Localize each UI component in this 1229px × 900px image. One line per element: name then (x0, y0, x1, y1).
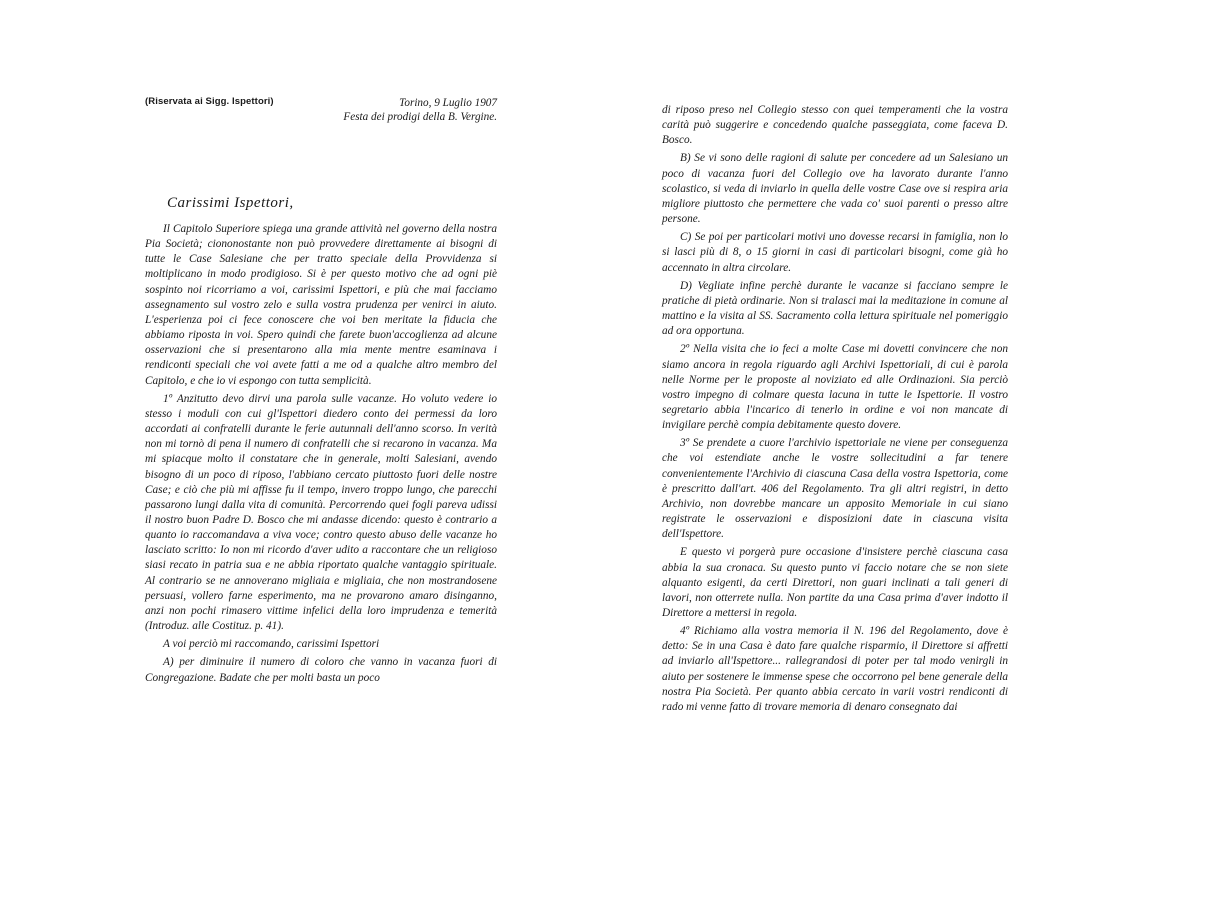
paragraph: C) Se poi per particolari motivi uno dovesse recarsi in famiglia, non lo si lasci più di 8, o 15 giorni in casi di particolari bisogni, come già ho accennato in altra circolare. (662, 231, 1008, 274)
paragraph: E questo vi porgerà pure occasione d'insistere perchè ciascuna casa abbia la sua cronaca. Su questo punto vi faccio notare che se non siete alquanto esigenti, da certi Direttori, non guari inclinati a tali generi di lavori, non otterrete nulla. Non partite da una Casa prima d'aver indotto il Direttore a mettersi in regola. (662, 546, 1008, 619)
left-column (145, 222, 497, 686)
paragraph: A voi perciò mi raccomando, carissimi Ispettori (163, 638, 380, 651)
paragraph: A) per diminuire il numero di coloro che vanno in vacanza fuori di Congregazione. Badate che per molti basta un poco (145, 656, 497, 684)
feast-line: Festa dei prodigi della B. Vergine. (343, 111, 497, 123)
place-date: Torino, 9 Luglio 1907 (399, 97, 497, 109)
paragraph: 1º Anzitutto devo dirvi una parola sulle vacanze. Ho voluto vedere io stesso i moduli con cui gl'Ispettori diedero conto dei permessi da loro accordati ai confratelli durante le ferie autunnali dell'anno scorso. In verità non mi tornò di pena il numero di confratelli che si recarono in vacanza. Ma mi spiacque molto il constatare che in generale, molti Salesiani, avendo bisogno di un poco di riposo, l'abbiano cercato piuttosto fuori delle nostre Case; e ciò che più mi affisse fu il tempo, invero troppo lungo, che parecchi passarono lungi dalla vita di comunità. Percorrendo quei fogli pareva udissi il nostro buon Padre D. Bosco che mi andasse dicendo: questo è contrario a quanto io raccomandava a viva voce; contro questo abuso delle vacanze ho lasciato scritto: Io non mi ricordo d'aver udito a raccontare che un religioso siasi recato in patria sua e ne abbia riportato qualche vantaggio spirituale. Al contrario se ne annoverano migliaia e migliaia, che non mostrandosene persuasi, vollero farne esperimento, ma ne provarono amaro disinganno, anzi non pochi rimasero vittime infelici della loro imprudenza e temerità (Introduz. alle Costituz. p. 41). (145, 392, 497, 633)
right-column (662, 103, 1008, 715)
paragraph: Il Capitolo Superiore spiega una grande attività nel governo della nostra Pia Società; ciononostante non può provvedere direttamente ai bisogni di tutte le Case Salesiane che per tratto speciale della Provvidenza si moltiplicano in modo prodigioso. Si è per questo motivo che ad ogni piè sospinto noi ricorriamo a voi, carissimi Ispettori, e più che mai facciamo assegnamento sul vostro zelo e sulla vostra prudenza per venirci in aiuto. L'esperienza poi ci fece conoscere che voi ben meritate la fiducia che abbiamo riposta in voi. Spero quindi che farete buon'accoglienza ad alcune osservazioni che si presentarono alla mia mente mentre esaminava i rendiconti speciali che voi avete fatti a me od a qualche altro membro del Capitolo, e che io vi espongo con tutta semplicità. (145, 223, 497, 387)
paragraph: di riposo preso nel Collegio stesso con quei temperamenti che la vostra carità può suggerire e concedendo qualche passeggiata, come faceva D. Bosco. (662, 104, 1008, 147)
reserved-note: (Riservata ai Sigg. Ispettori) (145, 96, 274, 107)
paragraph: D) Vegliate infine perchè durante le vacanze si facciano sempre le pratiche di pietà ordinarie. Non si tralasci mai la meditazione in comune al mattino e la visita al SS. Sacramento colla lettura spirituale nel pomeriggio ad ora opportuna. (662, 279, 1008, 338)
paragraph: 2º Nella visita che io feci a molte Case mi dovetti convincere che non siamo ancora in regola riguardo agli Archivi Ispettoriali, di cui è parola nelle Norme per le proposte al noviziato ed alle Ordinazioni. Sia perciò vostro impegno di colmare questa lacuna in tutte le Ispettorie. Il vostro segretario abbia l'incarico di tenerlo in ordine e voi non mancate di invigilare perchè compia debitamente questo dovere. (662, 343, 1008, 432)
salutation: Carissimi Ispettori, (167, 195, 294, 211)
paragraph: 4º Richiamo alla vostra memoria il N. 196 del Regolamento, dove è detto: Se in una Casa è dato fare qualche risparmio, il Direttore si affretti ad inviarlo all'Ispettore... rallegrandosi di poter per tal modo venirgli in aiuto per sostenere le immense spese che occorrono pel bene generale della nostra Pia Società. Per quanto abbia cercato in varii vostri rendiconti di rado mi venne fatto di trovare memoria di denaro consegnato dai (662, 625, 1008, 713)
letter-header (145, 96, 497, 110)
paragraph: B) Se vi sono delle ragioni di salute per concedere ad un Salesiano un poco di vacanza fuori del Collegio ove ha lavorato durante l'anno scolastico, si veda di inviarlo in quella delle vostre Case ove si respira aria migliore piuttosto che permettere che vada co' suoi parenti o presso altre persone. (662, 152, 1008, 226)
paragraph: 3º Se prendete a cuore l'archivio ispettoriale ne viene per conseguenza che voi estendiate anche le vostre sollecitudini a far tenere convenientemente l'Archivio di ciascuna Casa della vostra Ispettoria, come è prescritto dall'art. 406 del Regolamento. Tra gli altri registri, in detto Archivio, non dovrebbe mancare un apposito Memoriale in cui siano registrate le osservazioni e disposizioni date in ciascuna visita dell'Ispettore. (662, 437, 1008, 541)
